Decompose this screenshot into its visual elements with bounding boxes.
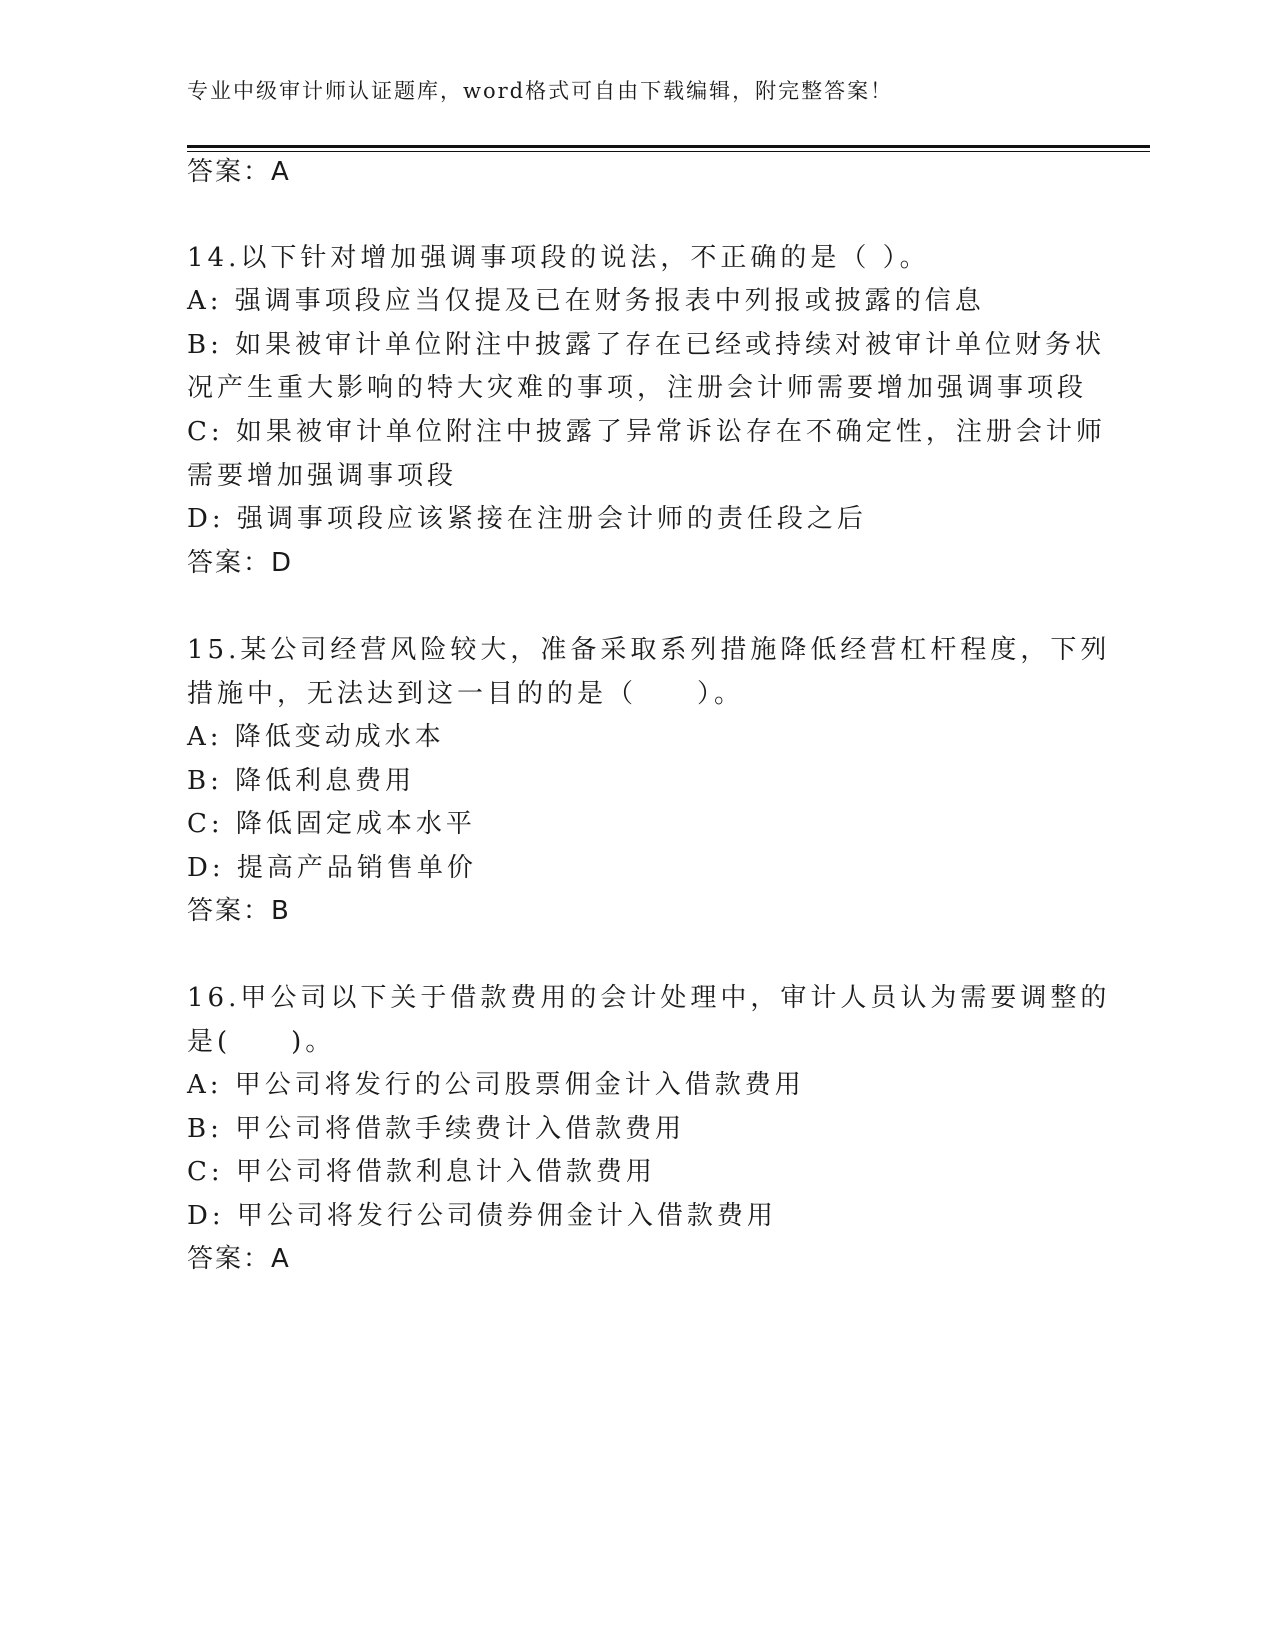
question-14-stem: 14.以下针对增加强调事项段的说法，不正确的是（ ）。 — [187, 243, 930, 273]
header-rule-thin — [187, 151, 1150, 152]
question-16-option-a: A: 甲公司将发行的公司股票佣金计入借款费用 — [187, 1070, 805, 1100]
question-15-answer: 答案：B — [187, 896, 291, 926]
question-14-option-b: B: 如果被审计单位附注中披露了存在已经或持续对被审计单位财务状 — [187, 330, 1106, 360]
question-15-option-b: B: 降低利息费用 — [187, 766, 416, 796]
question-16-option-b: B: 甲公司将借款手续费计入借款费用 — [187, 1114, 686, 1144]
question-16-option-c: C: 甲公司将借款利息计入借款费用 — [187, 1157, 656, 1187]
previous-answer: 答案：A — [187, 157, 291, 187]
question-15-option-a: A: 降低变动成水本 — [187, 722, 445, 752]
question-14-option-a: A: 强调事项段应当仅提及已在财务报表中列报或披露的信息 — [187, 286, 985, 316]
question-16-stem-cont: 是( )。 — [187, 1027, 336, 1057]
question-16-stem: 16.甲公司以下关于借款费用的会计处理中，审计人员认为需要调整的 — [187, 983, 1111, 1013]
question-15-option-d: D: 提高产品销售单价 — [187, 853, 477, 883]
question-15-stem-cont: 措施中，无法达到这一目的的是（ ）。 — [187, 679, 745, 709]
page-header: 专业中级审计师认证题库，word格式可自由下载编辑，附完整答案！ — [187, 79, 894, 103]
header-rule-thick — [187, 145, 1150, 148]
question-14-option-d: D: 强调事项段应该紧接在注册会计师的责任段之后 — [187, 504, 867, 534]
question-16-answer: 答案：A — [187, 1244, 291, 1274]
question-14-option-b-cont: 况产生重大影响的特大灾难的事项，注册会计师需要增加强调事项段 — [187, 373, 1088, 403]
question-14-option-c: C: 如果被审计单位附注中披露了异常诉讼存在不确定性，注册会计师 — [187, 417, 1106, 447]
question-15-option-c: C: 降低固定成本水平 — [187, 809, 476, 839]
question-14-answer: 答案：D — [187, 548, 294, 578]
question-16-option-d: D: 甲公司将发行公司债券佣金计入借款费用 — [187, 1201, 777, 1231]
question-15-stem: 15.某公司经营风险较大，准备采取系列措施降低经营杠杆程度，下列 — [187, 635, 1111, 665]
question-14-option-c-cont: 需要增加强调事项段 — [187, 461, 458, 491]
